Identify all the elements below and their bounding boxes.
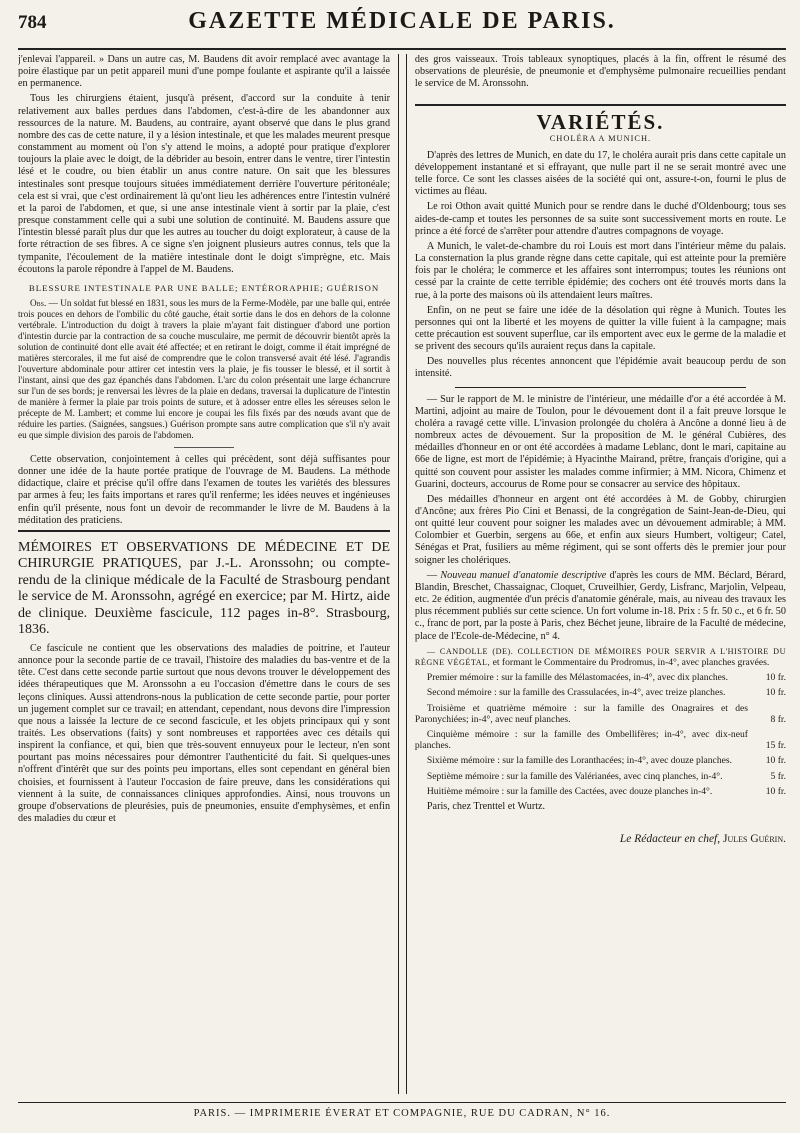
candolle-entry [415, 646, 786, 668]
paragraph: — Sur le rapport de M. le ministre de l'intérieur, une médaille d'or a été accordée à M. Martini, adjoint au maire de Toulon, pour le dévouement dont il a fait preuve lorsque le choléra a ravagé cette ville. L'invasion prolongée du choléra à Ancône a donné lieu à de nombreux actes de dévouement. Sur la proposition de M. le général Cubières, des médailles d'honneur en or ont été accordées à madame Leblanc, dont le mari, capitaine au 66e de ligne, est mort de l'épidémie; à Hyacinthe Mairand, prêtre, français d'origine, qui a quitté son couvent pour assister les malades comme infirmier; à MM. Nicora, Chimenz et Guarini, docteurs, accourus de Rome pour se consacrer au service des hôpitaux. [414, 393, 786, 490]
publisher-line: Paris, chez Trenttel et Wurtz. [426, 800, 546, 812]
paragraph: — Nouveau manuel d'anatomie descriptive d'après les cours de MM. Béclard, Bérard, Blandin, Breschet, Chassaignac, Cloquet, Cruveilhier, Gerdy, Lisfranc, Marjolin, Velpeau, etc. 2e édition, augmentée d'un précis d'anatomie générale, mais, au niveau des travaux les plus récemment publiés sur cette science. Un fort volume in-18. Prix : 5 fr. 50 c., et 6 fr. 50 c., franc de port, par la poste à Paris, chez Béchet jeune, libraire de la Faculté de médecine, place de l'Ecole-de-Médecine, n° 4. [414, 569, 786, 642]
memoire-text: Huitième mémoire : sur la famille des Cactées, avec douze planches in-4°. [426, 785, 713, 797]
paragraph: Tous les chirurgiens étaient, jusqu'à présent, d'accord sur la conduite à tenir relativement aux balles perdues dans l'abdomen, c'est-à-dire de les abandonner aux ressources de la nature. M. Baudens, au contraire, ayant observé que dans le plus grand nombre des cas de cette nature, il y a lésion intestinale, et que les malades meurent presque constamment au moment où l'on s'y attend le moins, a adopté pour pratique d'explorer toujours la plaie avec le doigt, de la débrider au besoin, entrer dans le ventre, tirer l'intestin lésé et le coudre, ou bien établir un anus contre nature. On sait que les blessures intestinales sont presque toujours situées immédiatement derrière l'ouverture péritonéale; cela est si vrai, que c'est ordinairement là qu'ont lieu les adhérences entre l'intestin vulnéré et la paroi de l'abdomen, et que, si une anse intestinale vient à sortir par la plaie, c'est presque constamment celle qui a subi une solution de continuité. M. Baudens assure que l'intestin blessé paraît plus dur que les autres au toucher du doigt explorateur, à cause de la forte rétraction de ses fibres. A ce signe s'en joignent plusieurs autres connus, tels que la tympanite, l'écoulement de la matière intestinale dont le doigt s'imprègne, etc. Mais écoutons la parole répondre à l'appel de M. Baudens. [18, 93, 391, 275]
memoire-price: 10 fr. [765, 785, 786, 797]
memoire-text: Cinquième mémoire : sur la famille des Ombellifères; in-4°, avec dix-neuf planches. [414, 728, 748, 752]
book-details: par J.-L. Aronssohn; ou compte-rendu de la clinique médicale de la Faculté de Strasbourg pendant le service de M. Aronssohn, agrégé en exercice; par M. Hirtz, aide de clinique. Deuxième fascicule, 112 pages in-8°. Strasbourg, 1836. [18, 556, 391, 638]
paragraph: A Munich, le valet-de-chambre du roi Louis est mort dans l'intérieur même du palais. La consternation la plus grande règne dans cette capitale, qui est atteinte pour la première fois par le choléra; le commerce et les affaires sont interrompus; toutes les réunions ont cessé par la crainte de cette terrible épidémie; des cochers ont été trouvés morts dans la rue, à la porte des maisons où ils attendaient leurs maîtres. [414, 240, 786, 301]
memoire-text: Premier mémoire : sur la famille des Mélastomacées, in-4°, avec dix planches. [426, 672, 729, 684]
paragraph: D'après des lettres de Munich, en date du 17, le choléra aurait pris dans cette capitale un développement instantané et si effrayant, que nulle part il ne se serait montré avec une telle force. Ce sont les classes aisées de la société qui ont, assure-t-on, fourni le plus de victimes au fléau. [414, 149, 786, 198]
memoire-text: Sixième mémoire : sur la famille des Loranthacées; in-4°, avec douze planches. [426, 755, 733, 767]
memoire-entry [415, 672, 786, 683]
memoire-price: 10 fr. [765, 755, 786, 767]
signature-name: Jules Guérin. [723, 833, 786, 846]
separator-rule [174, 447, 234, 448]
page-header [18, 8, 786, 50]
memoire-text: Septième mémoire : sur la famille des Valérianées, avec cinq planches, in-4°. [426, 770, 723, 782]
candolle-title: — CANDOLLE (DE). COLLECTION DE MÉMOIRES POUR SERVIR A L'HISTOIRE DU RÈGNE VÉGÉTAL, [414, 646, 786, 667]
memoire-entry [415, 755, 786, 766]
column-divider [398, 54, 407, 1094]
page-number: 784 [18, 12, 47, 33]
paragraph: Des médailles d'honneur en argent ont été accordées à M. de Gobby, chirurgien d'Ancône; aux frères Pio Cini et Benassi, de la congrégation de Saint-Jean-de-Dieu, qui ont quitté leur couvent pour soigner les malades avec un dévouement admirable; à MM. Colombier et Guerbin, sergens au 66e, et enfin aux sieurs Humbert, voltigeur; Catel, Sénégas et Prat, fusiliers au même régiment, qui se sont offerts dès le premier jour pour soigner les cholériques. [414, 493, 786, 566]
paragraph: Des nouvelles plus récentes annoncent que l'épidémie avait beaucoup perdu de son intensité. [414, 356, 786, 380]
paragraph: Cette observation, conjointement à celles qui précèdent, sont déjà suffisantes pour donner une idée de la haute portée pratique de l'ouvrage de M. Baudens. La méthode didactique, claire et précise qu'il offre dans l'examen de toutes les variétés des blessures par armes à feu; les faits importans et rares qu'il renferme; les idées neuves et ingénieuses enfin qu'il présente, nous font un devoir de recommander le livre de M. Baudens à la méditation des praticiens. [18, 453, 391, 526]
book-title: MÉMOIRES ET OBSERVATIONS DE MÉDECINE ET DE CHIRURGIE PRATIQUES, [18, 539, 391, 572]
observation-heading: BLESSURE INTESTINALE PAR UNE BALLE; ENTÉRORAPHIE; GUÉRISON [28, 282, 380, 293]
memoire-price: 15 fr. [765, 740, 786, 752]
memoire-text: Troisième et quatrième mémoire : sur la famille des Onagraires et des Paronychiées; in-4°, avec neuf planches. [414, 702, 748, 725]
manual-title: Nouveau manuel d'anatomie descriptive [440, 569, 607, 581]
manual-details: d'après les cours de MM. Béclard, Bérard, Blandin, Breschet, Chassaignac, Cloquet, Cruveilhier, Gerdy, Lisfranc, Marjolin, Velpeau, etc. 2e édition, augmentée d'un précis d'anatomie générale, mais, au niveau des travaux les plus récemment publiés sur cette science. Un fort volume in-18. Prix : 5 fr. 50 c., et 6 fr. 50 c., franc de port, par la poste à Paris, chez Béchet jeune, libraire de la Faculté de médecine, place de l'Ecole-de-Médecine, n° 4. [414, 569, 786, 642]
memoire-entry [415, 703, 786, 725]
observation-text: Un soldat fut blessé en 1831, sous les murs de la Ferme-Modèle, par une balle qui, entrée trois pouces en dehors de l'ombilic du côté gauche, était sortie dans le dos en dehors de la colonne vertébrale. L'introduction du doigt à travers la plaie m'ayant fait distinguer d'abord une portion d'intestin durcie par la contraction de sa couche musculaire, me permit de découvrir bientôt après la solution de continuité dont elle avait été affectée; et en retirant le doigt, comme il était imprégné de matières stercorales, il me fut aisé de comprendre que le colon transversé avait été lésé. J'agrandis l'ouverture abdominale pour attirer cet intestin vers la plaie, je fis tousser le blessé, et il sortit à l'instant, ainsi que des gaz épanchés dans l'abdomen. L'arc du colon présentait une large échancrure sur l'un de ses bords; je renversai les lèvres de la plaie en dedans, traversai la duplicature de l'intestin de manière à fermer la plaie par trois points de suture, et à adosser entre elles les séreuses selon le précepte de M. Lambert; et comme lui encore je coupai les fils fixés par des nœuds avant que de réduire les parties. (Saignées, sangsues.) Guérison prompte sans autre complication que s'il n'y avait eu que simple division des parois de l'abdomen. [18, 297, 391, 440]
book-review-title [18, 530, 390, 639]
paragraph: Enfin, on ne peut se faire une idée de la désolation qui règne à Munich. Toutes les personnes qui ont la liberté et les moyens de quitter la ville fuient à la campagne; mais cette précaution est souvent superflue, car ils emportent avec eux le germe de la maladie et se privent des secours qu'ils auraient reçus dans la capitale. [414, 304, 786, 353]
memoire-entry [415, 687, 786, 698]
masthead: GAZETTE MÉDICALE DE PARIS. [188, 8, 616, 34]
paragraph: des gros vaisseaux. Trois tableaux synoptiques, placés à la fin, offrent le résumé des observations de pleurésie, de pneumonie et d'emphysème pulmonaire recueillies pendant le service de M. Aronssohn. [414, 54, 786, 90]
imprint-footer: PARIS. — IMPRIMERIE ÉVERAT ET COMPAGNIE, RUE DU CADRAN, N° 16. [18, 1102, 786, 1119]
separator-rule [455, 387, 746, 388]
left-column [18, 54, 398, 1094]
paragraph: Le roi Othon avait quitté Munich pour se rendre dans le duché d'Oldenbourg; tous ses aides-de-camp et toutes les personnes de sa suite sont successivement morts en route. Le prince a été forcé de s'arrêter pour attendre d'autres compagnons de voyage. [414, 201, 786, 237]
memoire-price: 10 fr. [765, 672, 786, 684]
memoire-price: 8 fr. [770, 713, 786, 725]
right-column [407, 54, 786, 1094]
paragraph: Ce fascicule ne contient que les observations des maladies de poitrine, et l'auteur annonce pour la seconde partie de ce travail, l'histoire des maladies du bas-ventre et de la tête. C'est dans cette seconde partie surtout que nous devons trouver le développement des idées thérapeutiques que M. Aronssohn a eu l'occasion d'émettre dans le cours de ses leçons cliniques. Aussi attendrons-nous la publication de cette seconde partie, pour porter un jugement complet sur ce travail; en attendant, cependant, nous devons dire l'impression que nous a laissée la lecture de ce second fascicule, et les objets principaux qui y sont traités. Les observations (faits) y sont nombreuses et rapportées avec ces détails qui inspirent la confiance, et qui, bien que très-souvent ennuyeux pour le lecteur, n'en sont pourtant pas moins nécessaires pour démontrer l'authenticité du fait. Si quelques-unes n'offrent d'intérêt que sur des points peu importans, elles sont cependant en général bien choisies, et fournissent à l'auteur l'occasion de faire preuve, dans les considérations qui viennent à la suite, de connaissances cliniques approfondies. Ainsi, nous trouvons un groupe d'observations de pleurésies, puis de pneumonies, ensuite d'emphysèmes, et enfin des maladies du cœur et [18, 642, 391, 825]
editor-signature [415, 833, 786, 845]
observation-label: Obs. — [30, 297, 58, 308]
memoire-text: Second mémoire : sur la famille des Crassulacées, in-4°, avec treize planches. [426, 687, 726, 699]
memoire-price: 10 fr. [765, 687, 786, 699]
columns [18, 54, 786, 1094]
paragraph: j'enlevai l'appareil. » Dans un autre cas, M. Baudens dit avoir remplacé avec avantage la poire élastique par un petit appareil muni d'une pompe foulante et aspirante qu'il a laissée en permanence. [18, 54, 391, 90]
candolle-details: et formant le Commentaire du Prodromus, in-4°, avec planches gravées. [492, 656, 770, 668]
cholera-heading: CHOLÉRA A MUNICH. [549, 133, 652, 143]
signature-label: Le Rédacteur en chef, [619, 833, 721, 846]
memoire-price: 5 fr. [770, 770, 786, 782]
varietes-heading: VARIÉTÉS. [415, 104, 786, 128]
memoire-entry [415, 729, 786, 751]
memoire-entry [415, 786, 786, 797]
memoire-entry [415, 771, 786, 782]
observation-paragraph [18, 298, 390, 441]
